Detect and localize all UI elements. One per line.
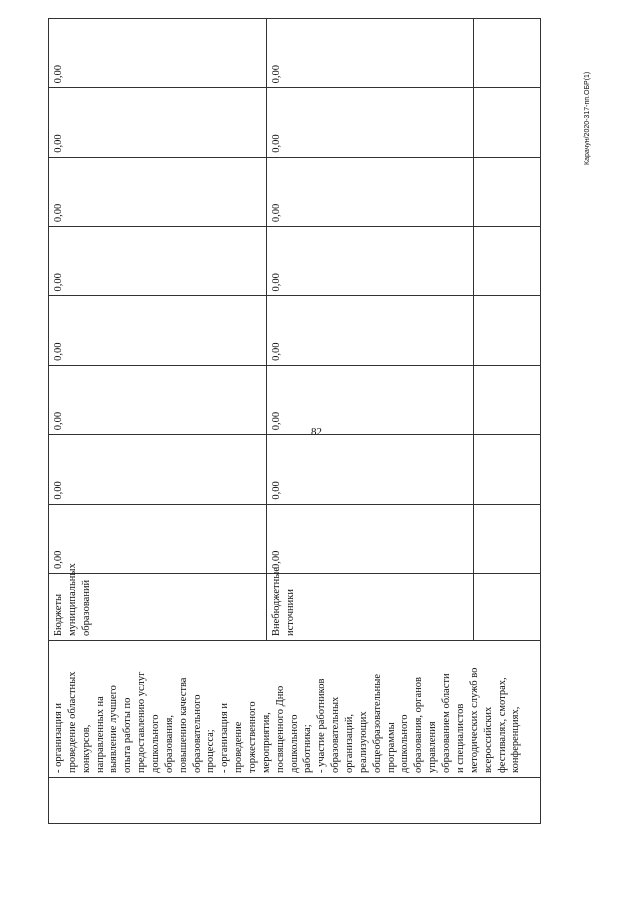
value-cell: 0,00 xyxy=(267,227,473,296)
empty-cell xyxy=(49,778,541,824)
description-line: проведение xyxy=(233,721,245,773)
value-cell: 0,00 xyxy=(49,19,267,88)
description-line: посвященного Дню xyxy=(274,685,286,773)
value-cell: 0,00 xyxy=(267,19,473,88)
value-cell: 0,00 xyxy=(49,435,267,504)
description-line: - организация и xyxy=(219,703,231,773)
empty-cell xyxy=(473,574,540,641)
description-text xyxy=(52,645,523,773)
description-line: и специалистов xyxy=(454,703,466,773)
empty-cell xyxy=(473,504,540,573)
description-line: торжественного xyxy=(247,701,259,773)
value-cell: 0,00 xyxy=(49,504,267,573)
empty-cell xyxy=(473,227,540,296)
empty-cell xyxy=(473,19,540,88)
source-cell: Внебюджетные источники xyxy=(267,574,473,641)
description-line: организаций, xyxy=(344,714,356,773)
document-stamp xyxy=(584,71,594,175)
description-line: конкурсов, xyxy=(80,724,92,773)
description-line: образованием области xyxy=(441,673,453,773)
value-cell: 0,00 xyxy=(267,365,473,434)
description-line: программы xyxy=(385,722,397,773)
description-line: дошкольного xyxy=(288,714,300,773)
description-line: дошкольного xyxy=(399,714,411,773)
description-line: методических служб во xyxy=(468,667,480,773)
table-row xyxy=(49,19,267,824)
description-line: управления xyxy=(427,721,439,773)
value-cell: 0,00 xyxy=(267,504,473,573)
description-line: предоставлению услуг xyxy=(136,671,148,773)
value-cell: 0,00 xyxy=(49,296,267,365)
description-line: процесса; xyxy=(205,729,217,773)
value-cell: 0,00 xyxy=(49,88,267,157)
page-number: 82 xyxy=(311,426,322,438)
rotated-table-inner xyxy=(48,18,541,824)
source-cell: Бюджеты муниципальных образований xyxy=(49,574,267,641)
empty-cell xyxy=(473,296,540,365)
empty-cell xyxy=(473,88,540,157)
description-line: образования, органов xyxy=(413,677,425,773)
value-cell: 0,00 xyxy=(49,157,267,226)
description-line: всероссийских xyxy=(482,706,494,773)
description-line: фестивалях, смотрах, xyxy=(496,677,508,773)
value-cell: 0,00 xyxy=(267,157,473,226)
description-line: проведение областных xyxy=(66,671,78,773)
empty-cell xyxy=(473,157,540,226)
description-line: реализующих xyxy=(357,711,369,773)
value-cell: 0,00 xyxy=(49,365,267,434)
description-line: - участие работников xyxy=(316,678,328,773)
value-cell: 0,00 xyxy=(267,296,473,365)
description-line: конференциях, xyxy=(510,706,522,773)
description-line: образования, xyxy=(163,714,175,773)
value-cell: 0,00 xyxy=(267,88,473,157)
description-line: общеобразовательные xyxy=(371,674,383,773)
description-line: выявление лучшего xyxy=(108,685,120,773)
empty-cell xyxy=(473,365,540,434)
description-line: опыта работы по xyxy=(122,697,134,773)
value-cell: 0,00 xyxy=(267,435,473,504)
description-line: повышению качества xyxy=(177,677,189,773)
empty-cell xyxy=(473,435,540,504)
description-line: дошкольного xyxy=(150,714,162,773)
stamp-text: Карачун/2020-317-пп.ОБР(1) xyxy=(584,71,591,165)
value-cell: 0,00 xyxy=(49,227,267,296)
description-line: работника; xyxy=(302,724,314,773)
rotated-table-wrapper xyxy=(48,18,541,824)
description-line: направленных на xyxy=(94,696,106,773)
description-line: образовательного xyxy=(191,694,203,773)
description-line: мероприятия, xyxy=(260,712,272,773)
description-line: образовательных xyxy=(330,696,342,773)
description-cell xyxy=(49,641,541,778)
description-line: - организация и xyxy=(53,703,64,773)
funding-table xyxy=(48,18,541,824)
